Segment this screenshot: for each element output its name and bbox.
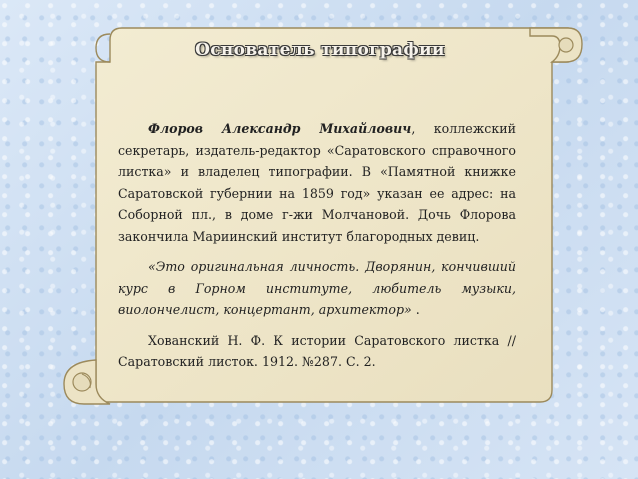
person-name: Флоров Александр Михайлович	[148, 121, 412, 136]
paragraph-quote	[118, 256, 516, 321]
quote-text: «Это оригинальная личность. Дворянин, кончивший курс в Горном институте, любитель музыки, виолончелист, концертант, архитектор»	[118, 259, 516, 317]
quote-tail: .	[411, 302, 420, 317]
biography-text: , коллежский секретарь, издатель-редактор «Саратовского справочного листка» и владелец типографии. В «Памятной книжке Саратовской губернии на 1859 год» указан ее адрес: на Соборной пл., в доме г-жи Молчановой. Дочь Флорова закончила Мариинский институт благородных девиц.	[118, 121, 516, 244]
text-body	[118, 118, 516, 373]
paragraph-biography	[118, 118, 516, 247]
paragraph-source: Хованский Н. Ф. К истории Саратовского листка // Саратовский листок. 1912. №287. С. 2.	[118, 332, 516, 369]
slide-title: Основатель типографии	[195, 40, 445, 60]
